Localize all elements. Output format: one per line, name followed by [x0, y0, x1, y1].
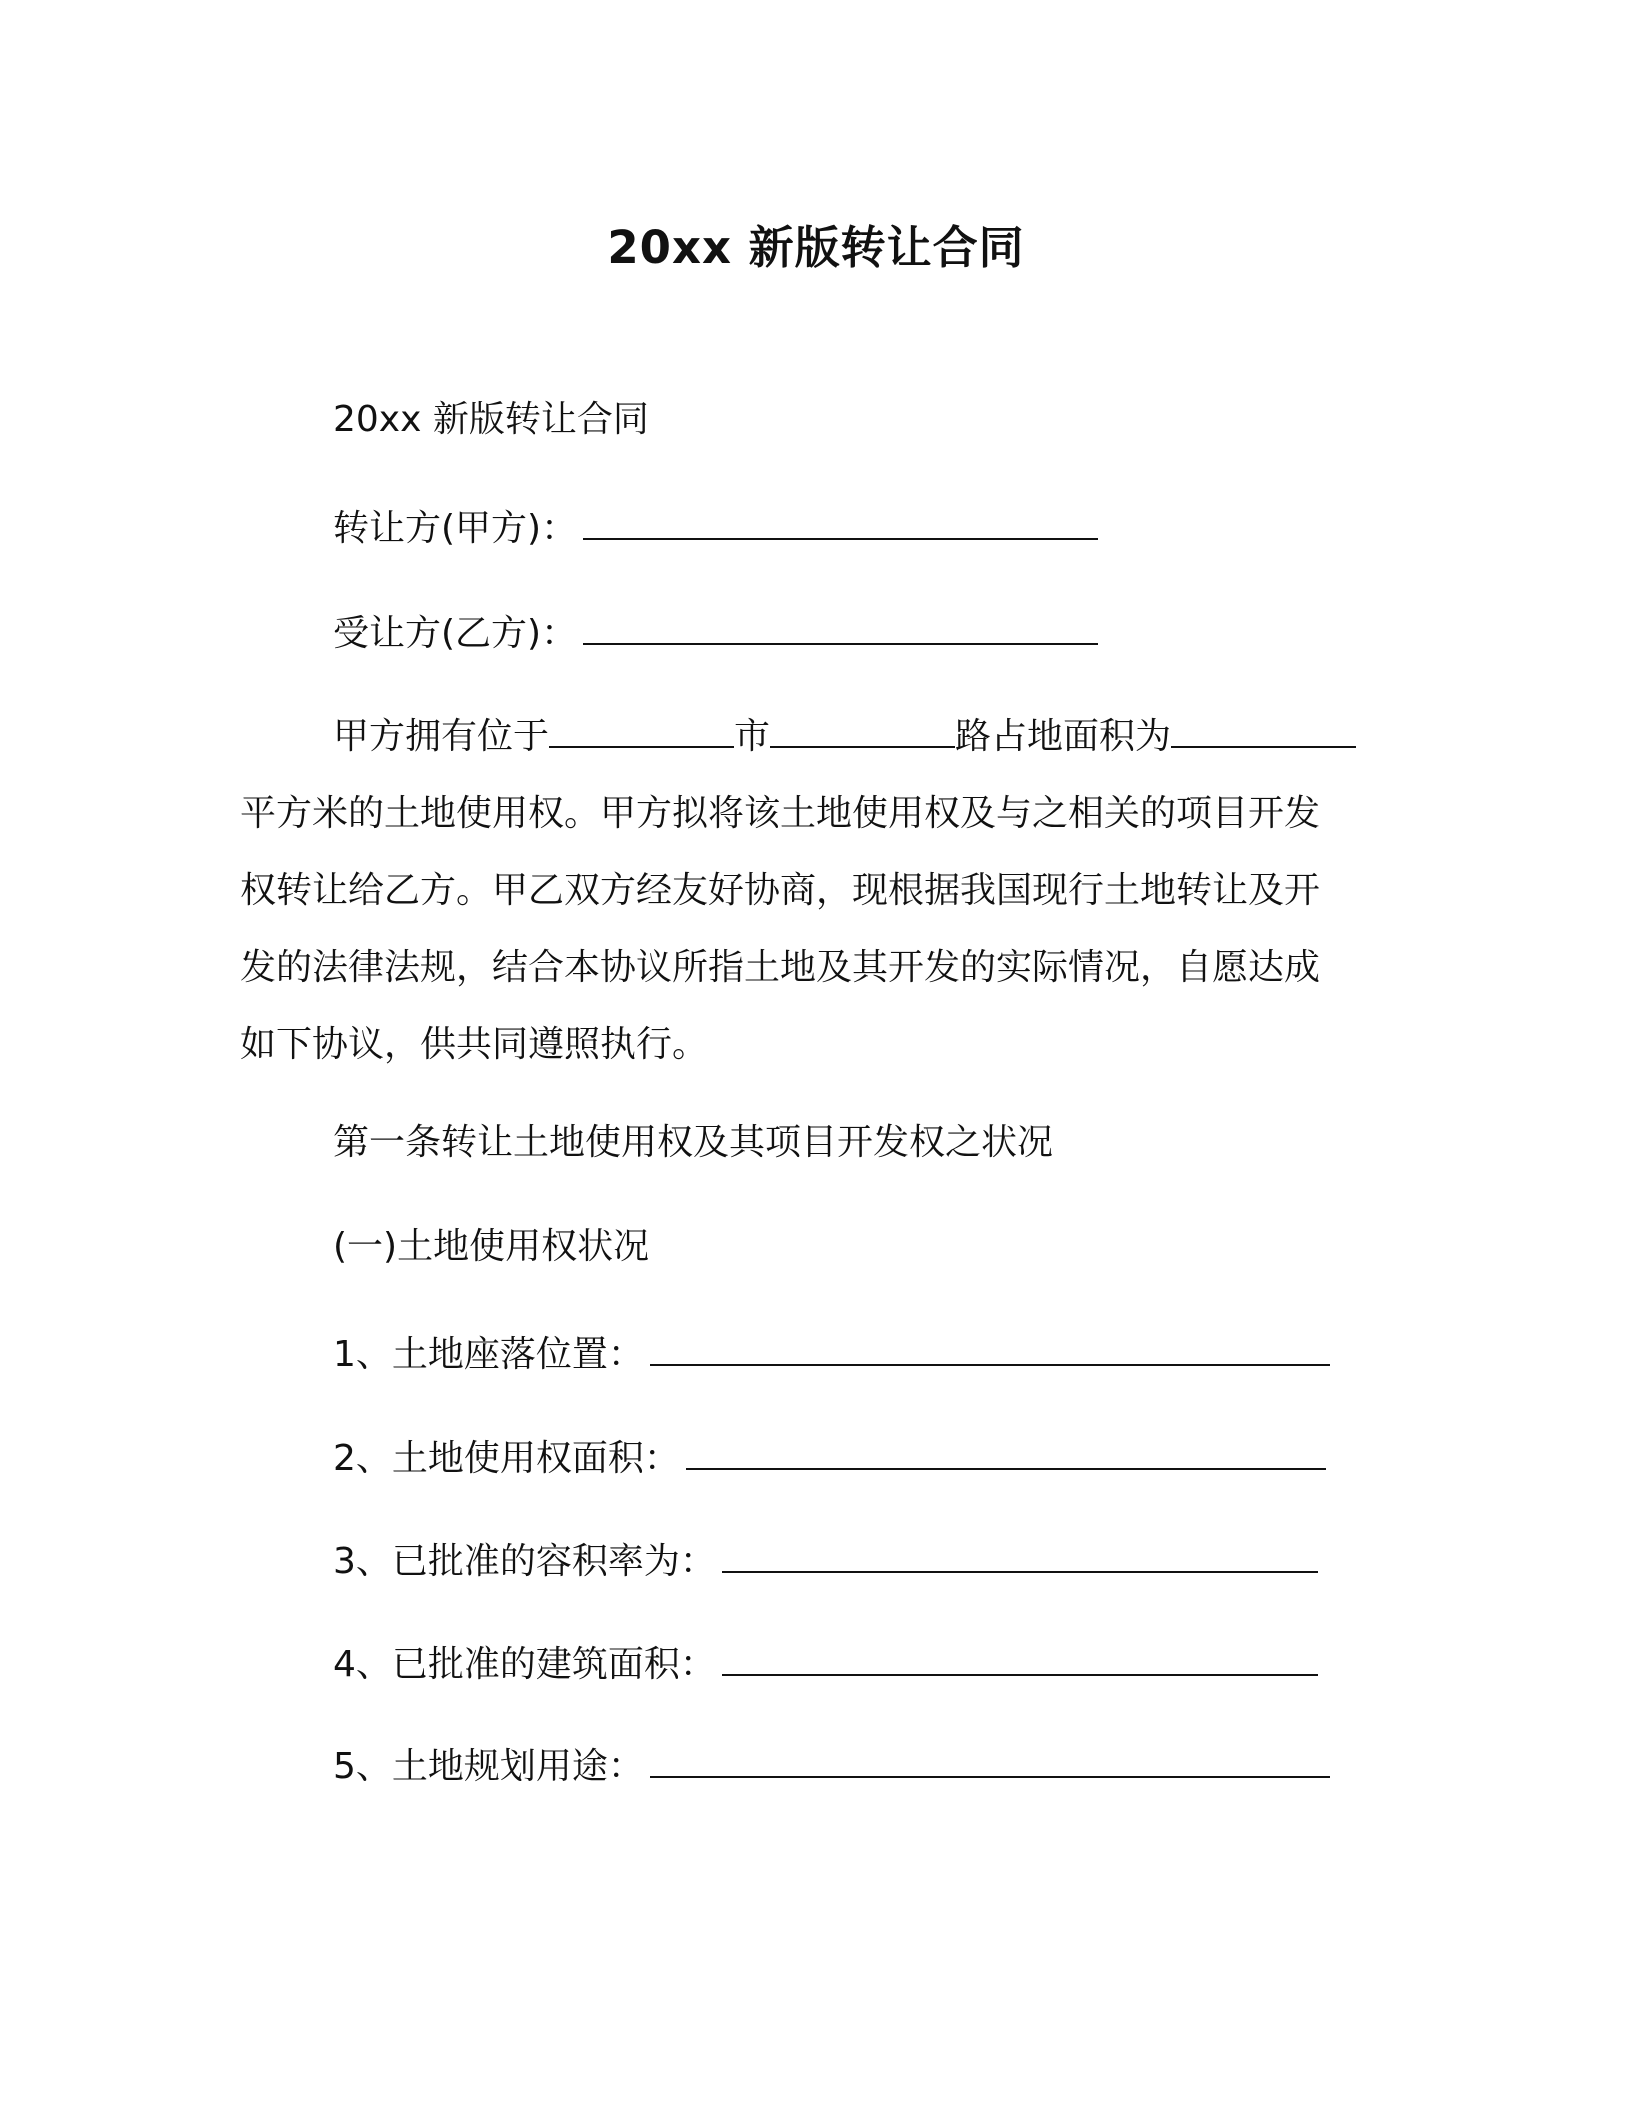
- document-subtitle: 20xx 新版转让合同: [333, 399, 649, 440]
- item-blank: [722, 1539, 1318, 1573]
- item-label: 3、已批准的容积率为：: [333, 1541, 716, 1582]
- item-row: [333, 1640, 1318, 1690]
- document-title: 20xx 新版转让合同: [607, 221, 1025, 274]
- intro-line-4: 发的法律法规，结合本协议所指土地及其开发的实际情况，自愿达成: [240, 947, 1321, 988]
- intro-paragraph: [240, 698, 1380, 1083]
- item-row: [333, 1330, 1330, 1380]
- item-label: 2、土地使用权面积：: [333, 1438, 680, 1479]
- party-b-row: [333, 609, 1098, 659]
- article-1-heading: 第一条转让土地使用权及其项目开发权之状况: [333, 1122, 1054, 1163]
- item-label: 5、土地规划用途：: [333, 1746, 644, 1787]
- intro-line-5: 如下协议，供共同遵照执行。: [240, 1024, 709, 1065]
- intro-text-a: 甲方拥有位于: [333, 716, 550, 757]
- city-blank: [549, 716, 734, 748]
- intro-line-3: 权转让给乙方。甲乙双方经友好协商，现根据我国现行土地转让及开: [240, 870, 1321, 911]
- item-blank: [650, 1332, 1330, 1366]
- intro-text-c: 路占地面积为: [955, 716, 1172, 757]
- party-a-row: [333, 504, 1098, 554]
- party-a-label: 转让方(甲方)：: [333, 508, 578, 549]
- item-label: 4、已批准的建筑面积：: [333, 1644, 716, 1685]
- item-blank: [722, 1642, 1318, 1676]
- item-row: [333, 1537, 1318, 1587]
- intro-text-b: 市: [734, 716, 771, 757]
- party-b-blank: [583, 611, 1098, 645]
- area-blank: [1171, 716, 1356, 748]
- road-blank: [770, 716, 955, 748]
- item-blank: [650, 1744, 1330, 1778]
- section-1-heading: (一)土地使用权状况: [333, 1226, 650, 1267]
- item-blank: [686, 1436, 1326, 1470]
- party-b-label: 受让方(乙方)：: [333, 613, 578, 654]
- item-row: [333, 1742, 1330, 1792]
- item-label: 1、土地座落位置：: [333, 1334, 644, 1375]
- party-a-blank: [583, 506, 1098, 540]
- intro-line-1: [240, 698, 1380, 775]
- item-row: [333, 1434, 1326, 1484]
- intro-line-2: 平方米的土地使用权。甲方拟将该土地使用权及与之相关的项目开发: [240, 793, 1321, 834]
